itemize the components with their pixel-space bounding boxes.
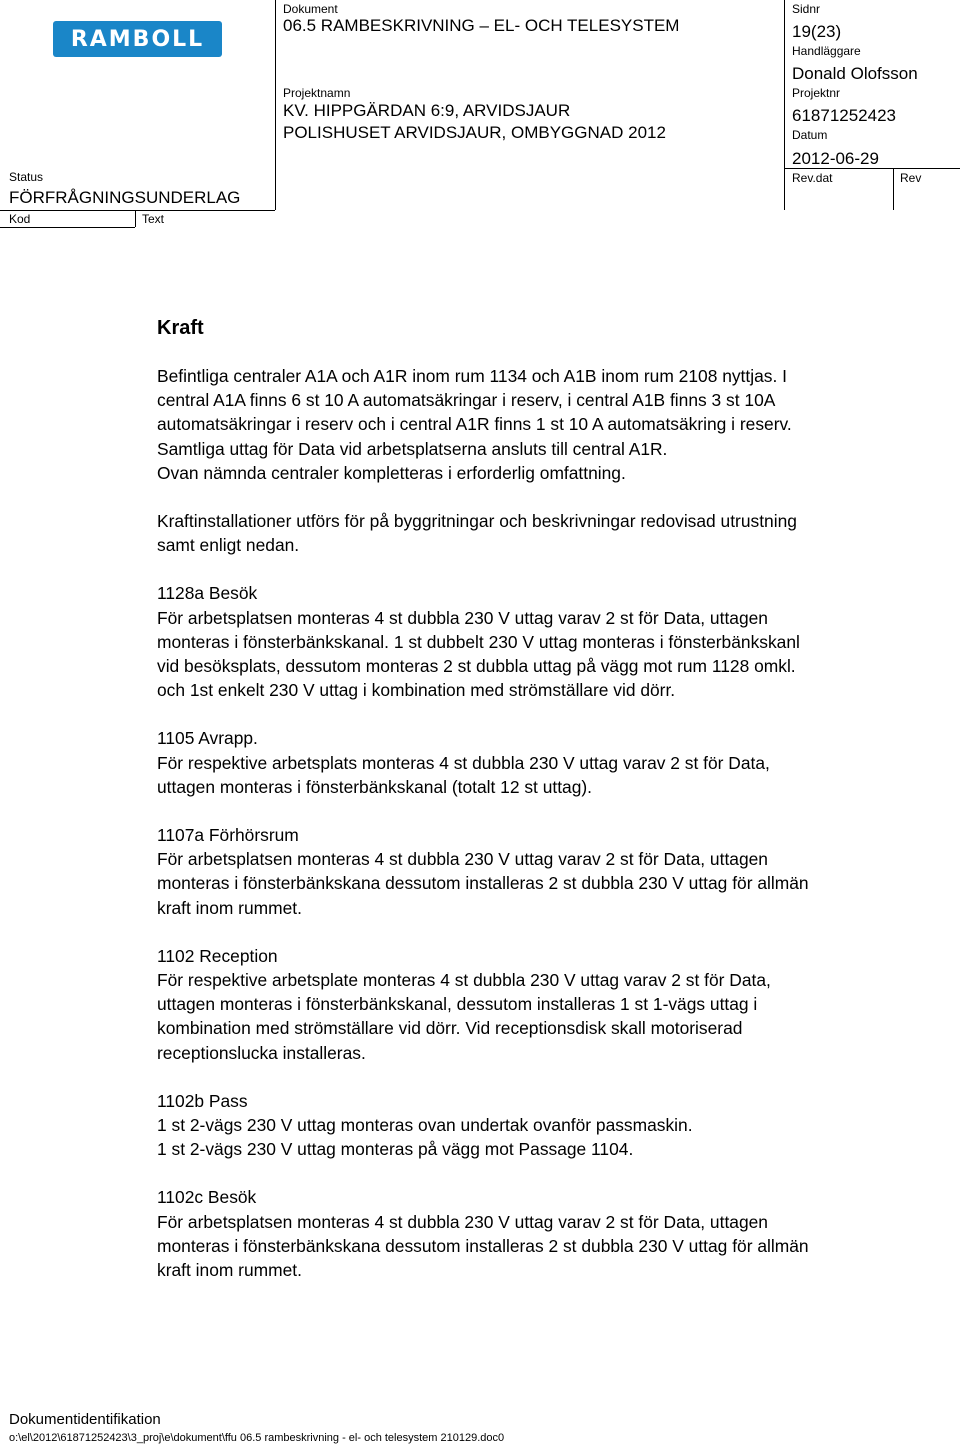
intro-paragraph [157,364,947,485]
projektnamn-label: Projektnamn [283,86,351,100]
text-label: Text [142,212,165,226]
ramboll-logo [53,21,222,57]
document-body [157,316,947,1282]
room-title: 1107a Förhörsrum [157,825,299,846]
text-line: För respektive arbetsplate monteras 4 st dubbla 230 V uttag varav 2 st för Data, [157,970,771,991]
header-divider [784,0,785,210]
text-line: För respektive arbetsplats monteras 4 st dubbla 230 V uttag varav 2 st för Data, [157,752,770,773]
sidnr-label: Sidnr [792,2,821,16]
text-line: samt enligt nedan. [157,535,300,556]
text-line: Ovan nämnda centraler kompletteras i erforderlig omfattning. [157,462,626,483]
text-line: Kraftinstallationer utförs för på byggritningar och beskrivningar redovisad utrustning [157,511,797,532]
room-section [157,944,947,1065]
dokument-label: Dokument [283,2,338,16]
room-title: 1102b Pass [157,1090,248,1111]
projektnamn-line1: KV. HIPPGÄRDAN 6:9, ARVIDSJAUR [283,101,571,120]
room-section [157,1185,947,1282]
status-value: FÖRFRÅGNINGSUNDERLAG [9,188,241,207]
dokument-value: 06.5 RAMBESKRIVNING – EL- OCH TELESYSTEM [283,16,680,35]
header-divider [275,0,276,210]
header-divider [135,211,136,227]
footer-label: Dokumentidentifikation [9,1411,161,1428]
text-line: monteras i fönsterbänkskana dessutom installeras 2 st dubbla 230 V uttag för allmän [157,1235,809,1256]
projektnr-label: Projektnr [792,86,841,100]
text-line: 1 st 2-vägs 230 V uttag monteras ovan undertak ovanför passmaskin. [157,1115,693,1136]
room-section [157,726,947,799]
header-divider [0,227,135,228]
projektnr-value: 61871252423 [792,106,897,125]
installation-paragraph [157,509,947,557]
header-divider [893,168,894,210]
text-line: För arbetsplatsen monteras 4 st dubbla 230 V uttag varav 2 st för Data, uttagen [157,1211,768,1232]
room-title: 1102c Besök [157,1187,257,1208]
footer-path: o:\el\2012\61871252423\3_proj\e\dokument\ffu 06.5 rambeskrivning - el- och telesystem 210129.doc0 [9,1432,505,1444]
text-line: monteras i fönsterbänkskanal. 1 st dubbelt 230 V uttag monteras i fönsterbänkskanl [157,631,800,652]
logo-text: RAMBOLL [70,26,205,52]
text-line: central A1A finns 6 st 10 A automatsäkringar i reserv, i central A1B finns 3 st 10A [157,390,776,411]
status-label: Status [9,170,44,184]
section-heading: Kraft [157,317,204,339]
room-section [157,1089,947,1162]
room-section [157,581,947,702]
room-title: 1105 Avrapp. [157,728,258,749]
text-line: För arbetsplatsen monteras 4 st dubbla 230 V uttag varav 2 st för Data, uttagen [157,607,768,628]
datum-value: 2012-06-29 [792,149,879,168]
rev-label: Rev [900,171,922,185]
text-line: Befintliga centraler A1A och A1R inom rum 1134 och A1B inom rum 2108 nyttjas. I [157,366,787,386]
text-line: uttagen monteras i fönsterbänkskanal, dessutom installeras 1 st 1-vägs uttag i [157,994,758,1015]
datum-label: Datum [792,128,828,142]
text-line: Samtliga uttag för Data vid arbetsplatserna ansluts till central A1R. [157,438,668,459]
sidnr-value: 19(23) [792,22,842,41]
room-section [157,823,947,920]
text-line: och 1st enkelt 230 V uttag i kombination med strömställare vid dörr. [157,680,676,701]
kod-label: Kod [9,212,31,226]
handlaggare-label: Handläggare [792,44,861,58]
text-line: kraft inom rummet. [157,897,302,918]
text-line: 1 st 2-vägs 230 V uttag monteras på vägg mot Passage 1104. [157,1139,634,1160]
text-line: vid besöksplats, dessutom monteras 2 st dubbla uttag på vägg mot rum 1128 omkl. [157,656,796,677]
revdat-label: Rev.dat [792,171,833,185]
text-line: receptionslucka installeras. [157,1042,366,1063]
text-line: monteras i fönsterbänkskana dessutom installeras 2 st dubbla 230 V uttag för allmän [157,873,809,894]
handlaggare-value: Donald Olofsson [792,64,918,83]
projektnamn-line2: POLISHUSET ARVIDSJAUR, OMBYGGNAD 2012 [283,123,666,142]
text-line: För arbetsplatsen monteras 4 st dubbla 230 V uttag varav 2 st för Data, uttagen [157,849,768,870]
header-divider [0,210,275,211]
text-line: kraft inom rummet. [157,1260,302,1281]
room-title: 1102 Reception [157,945,278,966]
text-line: uttagen monteras i fönsterbänkskanal (totalt 12 st uttag). [157,776,593,797]
text-line: automatsäkringar i reserv och i central A1R finns 1 st 10 A automatsäkring i reserv. [157,414,792,435]
text-line: kombination med strömställare vid dörr. Vid receptionsdisk skall motoriserad [157,1018,743,1039]
room-title: 1128a Besök [157,583,258,604]
